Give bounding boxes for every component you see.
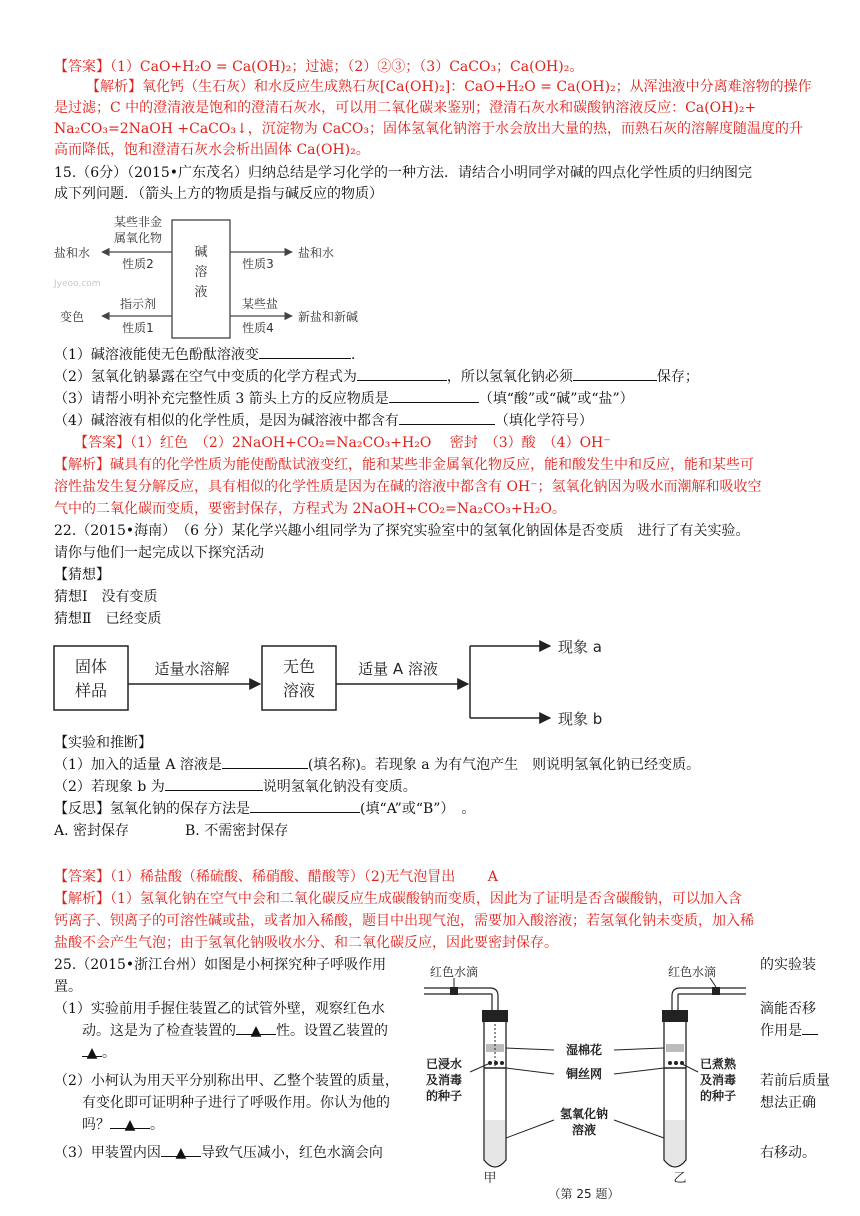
label-boiled-seed-1: 已煮熟 [700, 1057, 737, 1071]
answer-blank[interactable]: ▲ [110, 1114, 150, 1129]
answer-blank[interactable] [573, 366, 657, 381]
answer-blank[interactable] [802, 1020, 818, 1035]
q22-reflect: 【反思】氢氧化钠的保存方法是 (填“A”或“B”） 。 [54, 798, 824, 820]
answer-blank[interactable]: ▲ [161, 1142, 201, 1157]
naoh-left [485, 1120, 505, 1166]
q15-analysis-line3: 气中的二氧化碳而变质，要密封保存，方程式为 2NaOH+CO₂=Na₂CO₃+H₂O。 [54, 501, 566, 517]
answer-blank[interactable]: ▲ [82, 1042, 102, 1057]
q14-analysis-line3: Na₂CO₃=2NaOH +CaCO₃↓，沉淀物为 CaCO₃；固体氢氧化钠溶于水会放出大量的热，而熟石灰的溶解度随温度的升 [54, 121, 804, 137]
q22-analysis-line1: 【解析】（1）氢氧化钠在空气中会和二氧化碳反应生成碳酸钠而变质，因此为了证明是否含碳酸钠，可以加入含 [54, 891, 742, 907]
q15-sub2: （2）氢氧化钠暴露在空气中变质的化学方程式为 ，所以氢氧化钠必须 保存； [54, 366, 824, 388]
box2-line2: 溶液 [282, 681, 316, 700]
naoh-right [665, 1120, 685, 1166]
q25-line1: 25.（2015•浙江台州）如图是小柯探究种子呼吸作用 [54, 957, 387, 973]
q22-options: A. 密封保存 B. 不需密封保存 [54, 823, 289, 839]
q14-analysis-line4: 高而降低，饱和澄清石灰水会析出固体 Ca(OH)₂。 [54, 142, 370, 158]
label-yi: 乙 [673, 1171, 687, 1186]
alkali-properties-diagram [50, 212, 380, 344]
q15-sub3: （3）请帮小明补充完整性质 3 箭头上方的反应物质是 （填“酸”或“碱”或“盐”） [54, 388, 824, 410]
q25-right6: 若前后质量 [760, 1073, 830, 1089]
box2-line1: 无色 [282, 657, 316, 676]
q15-stem-line2: 成下列问题．（箭头上方的物质是指与碱反应的物质） [54, 186, 383, 202]
label-boiled-seed-3: 的种子 [700, 1089, 737, 1103]
red-drop-right [712, 987, 720, 995]
answer-blank[interactable] [399, 410, 495, 425]
label-jia: 甲 [483, 1171, 497, 1186]
label-boiled-seed-2: 及消毒 [700, 1073, 737, 1087]
q22-guess-1: 猜想Ⅰ 没有变质 [54, 589, 158, 605]
answer-blank[interactable] [259, 344, 351, 359]
q22-analysis-line2: 钙离子、钡离子的可溶性碱或盐，或者加入稀酸，题目中出现气泡，需要加入酸溶液；若氢氧化钠未变质，加入稀 [54, 913, 754, 929]
q25-line4: 动。这是为了检查装置的 ▲ 性。设置乙装置的 [82, 1020, 388, 1042]
q25-line9: （3）甲装置内因 ▲ 导致气压减小，红色水滴会向 [54, 1142, 383, 1164]
label-indicator: 指示剂 [119, 297, 157, 311]
q25-line7: 有变化即可证明种子进行了呼吸作用。你认为他的 [82, 1095, 390, 1111]
label-nonmetal-oxide-2: 属氧化物 [113, 231, 163, 245]
q22-exp-1: （1）加入的适量 A 溶液是 (填名称)。若现象 a 为有气泡产生 则说明氢氧化钠已经变质。 [54, 754, 824, 776]
label-copper-mesh: 铜丝网 [565, 1067, 603, 1081]
phenomenon-a: 现象 a [558, 638, 602, 656]
box1-line1: 固体 [74, 657, 108, 676]
q25-line3: （1）实验前用手握住装置乙的试管外壁，观察红色水 [54, 1001, 385, 1017]
label-property1: 性质1 [122, 321, 154, 335]
watermark: Jyeoo.com [54, 279, 101, 289]
label-some-salts: 某些盐 [241, 297, 279, 311]
q22-exp-title: 【实验和推断】 [54, 735, 152, 751]
q15-analysis-line2: 溶性盐发生复分解反应，具有相似的化学性质是因为在碱的溶液中都含有 OH⁻；氢氧化钠因为吸水而潮解和吸收空 [54, 479, 762, 495]
q25-line8: 吗？ ▲ 。 [82, 1114, 164, 1136]
center-char-3: 液 [194, 285, 208, 300]
q25-line5: ▲ 。 [82, 1042, 116, 1064]
stopper-left [482, 1010, 508, 1022]
red-drop-left [450, 987, 458, 995]
answer-blank[interactable] [389, 388, 479, 403]
q25-line2: 置。 [54, 979, 82, 995]
seed-respiration-apparatus [420, 960, 750, 1200]
label-property2: 性质2 [122, 257, 154, 271]
q15-sub4: （4）碱溶液有相似的化学性质，是因为碱溶液中都含有 （填化学符号） [54, 410, 824, 432]
q22-stem-line1: 22.（2015•海南） （6 分）某化学兴趣小组同学为了探究实验室中的氢氧化钠固体是否变质 进行了有关实验。 [54, 523, 750, 539]
label-property4: 性质4 [242, 321, 274, 335]
center-char-2: 溶 [194, 265, 208, 280]
label-color-change: 变色 [60, 310, 85, 324]
center-char-1: 碱 [194, 245, 208, 260]
label-soaked-seed-3: 的种子 [426, 1089, 463, 1103]
q25-line6: （2）小柯认为用天平分别称出甲、乙整个装置的质量， [54, 1073, 399, 1089]
q22-stem-line2: 请你与他们一起完成以下探究活动 [54, 545, 264, 561]
q14-answer: 【答案】（1）CaO+H₂O = Ca(OH)₂；过滤；（2）②③；（3）CaCO₃；Ca(OH)₂。 [54, 59, 584, 75]
q22-answer: 【答案】（1）稀盐酸（稀硫酸、稀硝酸、醋酸等）（2)无气泡冒出 A [54, 869, 498, 885]
phenomenon-b: 现象 b [558, 710, 603, 728]
q25-right3: 滴能否移 [760, 1001, 816, 1017]
q15-answer: 【答案】（1）红色 （2）2NaOH+CO₂=Na₂CO₃+H₂O 密封 （3）酸 （4）OH⁻ [74, 435, 611, 451]
label-naoh-2: 溶液 [571, 1123, 597, 1137]
label-new-salt-base: 新盐和新碱 [298, 310, 359, 324]
box-colorless-solution [262, 646, 336, 710]
label-red-drop-left: 红色水滴 [429, 965, 479, 979]
label-salt-water-right: 盐和水 [298, 246, 335, 260]
q15-sub1: （1）碱溶液能使无色酚酞溶液变 . [54, 344, 824, 366]
stopper-right [662, 1010, 688, 1022]
q25-right4: 作用是 [760, 1020, 818, 1042]
label-property3: 性质3 [242, 257, 274, 271]
box1-line2: 样品 [74, 681, 108, 700]
q14-analysis-line1: 【解析】氧化钙（生石灰）和水反应生成熟石灰[Ca(OH)₂]：CaO+H₂O = Ca(OH)₂；从浑浊液中分离难溶物的操作 [86, 79, 812, 95]
q22-analysis-line3: 盐酸不会产生气泡；由于氢氧化钠吸收水分、和二氧化碳反应，因此要密封保存。 [54, 935, 558, 951]
q22-exp-2: （2）若现象 b 为 说明氢氧化钠没有变质。 [54, 776, 824, 798]
box-solid-sample [54, 646, 128, 710]
label-naoh-1: 氢氧化钠 [559, 1107, 609, 1121]
q22-guess-title: 【猜想】 [54, 567, 110, 583]
cotton-right [666, 1044, 684, 1052]
arrow1-label: 适量水溶解 [154, 660, 230, 678]
q15-stem-line1: 15.（6分）（2015•广东茂名）归纳总结是学习化学的一种方法．请结合小明同学对碱的四点化学性质的归纳图完 [54, 165, 753, 181]
label-soaked-seed-2: 及消毒 [426, 1073, 463, 1087]
label-salt-water-left: 盐和水 [54, 246, 91, 260]
answer-blank[interactable] [357, 366, 447, 381]
q15-analysis-line1: 【解析】碱具有的化学性质为能使酚酞试液变红，能和某些非金属氧化物反应，能和酸发生中和反应，能和某些可 [54, 457, 754, 473]
answer-blank[interactable]: ▲ [236, 1020, 276, 1035]
q22-guess-2: 猜想Ⅱ 已经变质 [54, 611, 162, 627]
answer-blank[interactable] [222, 754, 308, 769]
answer-blank[interactable] [250, 798, 360, 813]
label-wet-cotton: 湿棉花 [565, 1043, 603, 1057]
figure-caption: （第 25 题） [548, 1187, 620, 1200]
label-nonmetal-oxide-1: 某些非金 [113, 215, 163, 229]
label-soaked-seed-1: 已浸水 [426, 1057, 463, 1071]
arrow2-label: 适量 A 溶液 [358, 660, 438, 678]
q25-right1: 的实验装 [760, 957, 816, 973]
q25-right7: 想法正确 [760, 1095, 816, 1111]
answer-blank[interactable] [165, 776, 263, 791]
q14-analysis-line2: 是过滤；C 中的澄清液是饱和的澄清石灰水，可以用二氧化碳来鉴别；澄清石灰水和碳酸钠溶液反应：Ca(OH)₂+ [54, 100, 757, 116]
experiment-flow-diagram [50, 638, 650, 730]
q25-right9: 右移动。 [760, 1145, 816, 1161]
label-red-drop-right: 红色水滴 [667, 965, 717, 979]
